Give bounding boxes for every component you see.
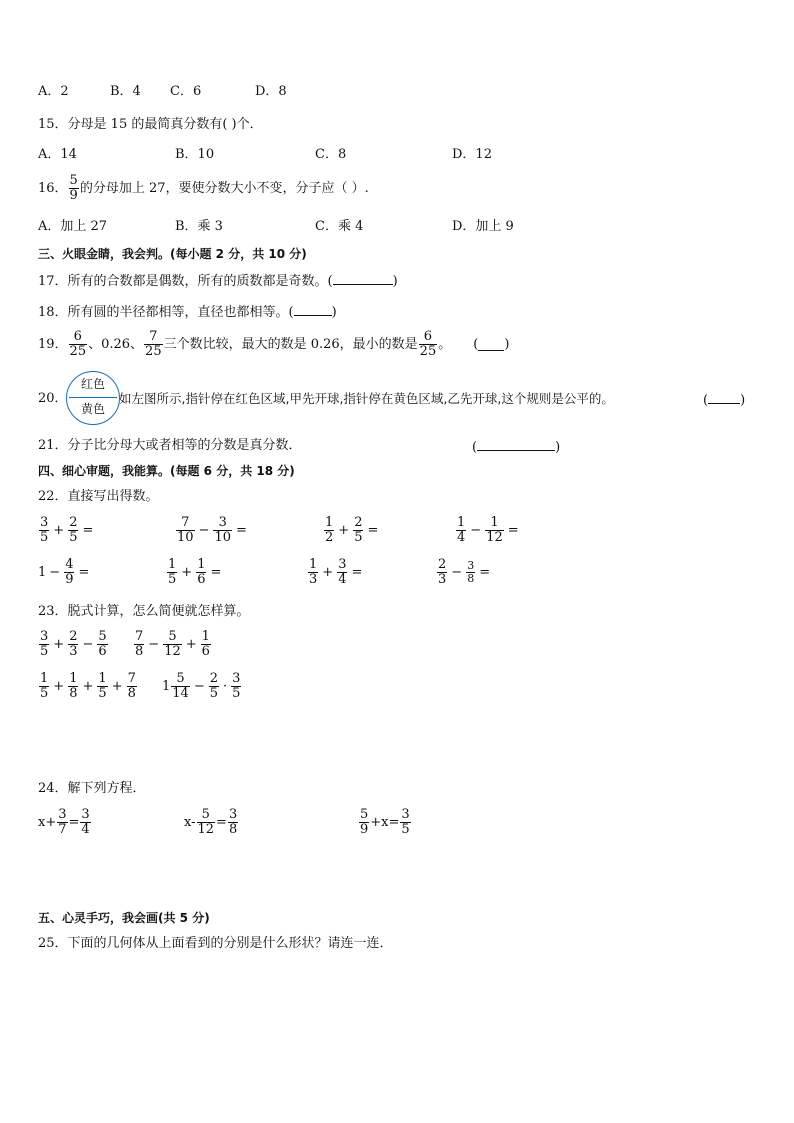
q21-paren-open: ( <box>472 440 478 455</box>
q22-expr-7: $\frac{1}{3}$ + $\frac{3}{4}$ = <box>309 557 363 587</box>
numerator: 7 <box>149 329 158 344</box>
section-5-heading: 五、心灵手巧，我会画(共 5 分) <box>38 911 210 925</box>
pie-label-red: 红色 <box>80 377 105 391</box>
q21-text: 21．分子比分母大或者相等的分数是真分数． <box>38 438 302 453</box>
q19-fraction-3 <box>419 330 438 359</box>
q16-option-a: A．加上 27 <box>38 219 108 234</box>
q23-expr-1: $\frac{3}{5}$ + $\frac{2}{3}$ − $\frac{5}{6}$ <box>40 629 107 659</box>
q18-text: 18．所有圆的半径都相等，直径也都相等。( <box>38 305 294 320</box>
q22-stem: 22．直接写出得数。 <box>38 489 159 504</box>
q15-option-c: C．8 <box>315 147 347 162</box>
section-4-heading: 四、细心审题，我能算。(每题 6 分，共 18 分) <box>38 464 295 478</box>
q17-answer-blank[interactable] <box>333 272 393 285</box>
q20-paren-close: ) <box>740 393 746 408</box>
q21-paren-close: ) <box>555 440 561 455</box>
numerator: 5 <box>69 173 78 188</box>
q23-stem: 23．脱式计算，怎么简便就怎样算。 <box>38 604 250 619</box>
pie-divider <box>69 397 117 398</box>
q19-period: 。 <box>438 336 452 352</box>
q24-equation-1: x+ $\frac{3}{7}$ = $\frac{3}{4}$ <box>38 807 90 837</box>
q19-number: 19． <box>38 336 68 352</box>
q19-text-2: 三个数比较，最大的数是 0.26，最小的数是 <box>163 336 418 352</box>
q17-paren-close: ) <box>392 274 398 289</box>
q21-answer <box>472 438 560 456</box>
q16-number: 16． <box>38 180 68 196</box>
q25-stem: 25．下面的几何体从上面看到的分别是什么形状？请连一连． <box>38 936 393 951</box>
denominator: 25 <box>69 344 87 359</box>
q20-answer-blank[interactable] <box>708 391 740 404</box>
q22-expr-8: $\frac{2}{3}$ − $\frac{3}{8}$ = <box>438 557 491 587</box>
q19-row <box>38 330 509 359</box>
section-3-heading: 三、火眼金睛，我会判。(每小题 2 分，共 10 分) <box>38 247 307 261</box>
q20-paren-open: ( <box>703 393 709 408</box>
q16-stem <box>38 174 369 203</box>
q20-answer <box>703 391 745 409</box>
q22-expr-4: $\frac{1}{4}$ − $\frac{1}{12}$ = <box>457 515 519 545</box>
q22-expr-5: 1 − $\frac{4}{9}$ = <box>38 557 90 587</box>
numerator: 6 <box>73 329 82 344</box>
q24-stem: 24．解下列方程． <box>38 781 146 796</box>
q16-option-b: B．乘 3 <box>175 219 223 234</box>
q16-fraction <box>69 174 79 203</box>
q18-row <box>38 303 337 321</box>
q23-expr-4: 1 $\frac{5}{14}$ − $\frac{2}{5}$ · $\frac{3}{5}$ <box>162 671 241 701</box>
q15-option-b: B．10 <box>175 147 215 162</box>
q19-text-1: 、0.26、 <box>88 336 144 352</box>
q24-equation-3: $\frac{5}{9}$ +x= $\frac{3}{5}$ <box>360 807 410 837</box>
q22-expr-3: $\frac{1}{2}$ + $\frac{2}{5}$ = <box>325 515 379 545</box>
q18-paren-close: ) <box>331 305 337 320</box>
q15-option-d: D．12 <box>452 147 492 162</box>
q15-stem: 15．分母是 15 的最简真分数有( )个． <box>38 117 263 132</box>
q16-option-c: C．乘 4 <box>315 219 364 234</box>
q23-expr-2: $\frac{7}{8}$ − $\frac{5}{12}$ + $\frac{1}{6}$ <box>135 629 210 659</box>
q24-equation-2: x- $\frac{5}{12}$ = $\frac{3}{8}$ <box>184 807 238 837</box>
pie-label-yellow: 黄色 <box>80 402 105 416</box>
q20-number: 20． <box>38 391 68 406</box>
denominator: 9 <box>69 188 78 203</box>
q14-option-d: D．8 <box>255 84 287 99</box>
q23-expr-3: $\frac{1}{5}$ + $\frac{1}{8}$ + $\frac{1}{5}$ + $\frac{7}{8}$ <box>40 671 136 701</box>
q21-answer-blank[interactable] <box>477 438 555 451</box>
q19-paren-close: ) <box>504 336 510 352</box>
q22-expr-6: $\frac{1}{5}$ + $\frac{1}{6}$ = <box>168 557 222 587</box>
q17-row <box>38 272 398 290</box>
q14-option-b: B．4 <box>110 84 141 99</box>
spinner-pie-icon <box>66 371 120 425</box>
q15-option-a: A．14 <box>38 147 77 162</box>
q17-text: 17．所有的合数都是偶数，所有的质数都是奇数。( <box>38 274 333 289</box>
q22-expr-2: $\frac{7}{10}$ − $\frac{3}{10}$ = <box>177 515 247 545</box>
numerator: 6 <box>423 329 433 344</box>
q19-fraction-1 <box>69 330 88 359</box>
q18-answer-blank[interactable] <box>294 303 332 316</box>
q16-option-d: D．加上 9 <box>452 219 514 234</box>
q14-option-c: C．6 <box>170 84 202 99</box>
q16-text: 的分母加上 27，要使分数大小不变，分子应（ ）. <box>79 180 369 196</box>
q20-text: 如左图所示,指针停在红色区域,甲先开球,指针停在黄色区域,乙先开球,这个规则是公平的。 <box>119 391 614 406</box>
denominator: 25 <box>145 344 162 359</box>
q14-option-a: A．2 <box>38 84 69 99</box>
q22-expr-1: $\frac{3}{5}$ + $\frac{2}{5}$ = <box>40 515 94 545</box>
q19-paren-open: ( <box>473 336 479 352</box>
denominator: 25 <box>419 344 437 359</box>
q19-answer-blank[interactable] <box>478 338 504 351</box>
q19-fraction-2 <box>144 330 163 359</box>
